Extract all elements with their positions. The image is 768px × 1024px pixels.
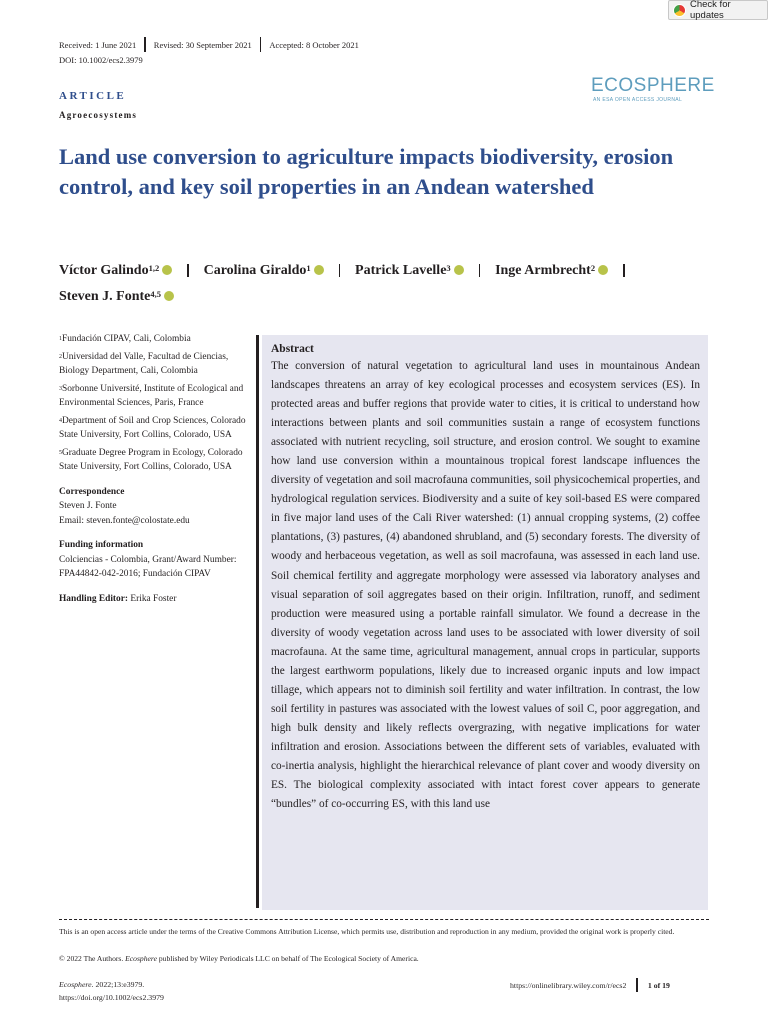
citation-volume: 2022;13:e3979. [93, 980, 145, 989]
author-name: Carolina Giraldo [203, 263, 307, 278]
affiliation-number: 5 [59, 449, 62, 456]
divider [187, 264, 188, 277]
author-affiliation-ref: 3 [446, 263, 451, 273]
citation-journal: Ecosphere. [59, 980, 94, 989]
orcid-icon[interactable] [162, 265, 172, 275]
author-affiliation-ref: 2 [590, 263, 596, 273]
author-affiliation-ref: 1 [306, 263, 311, 273]
article-section: Agroecosystems [59, 110, 138, 120]
affiliation-number: 2 [59, 353, 62, 360]
affiliation [59, 332, 249, 347]
history-dates [59, 37, 367, 52]
article-info-column [59, 332, 249, 606]
divider [339, 264, 340, 277]
crossmark-icon [673, 4, 686, 17]
author[interactable] [59, 289, 174, 304]
author-name: Patrick Lavelle [355, 263, 447, 278]
author-name: Inge Armbrecht [495, 263, 591, 278]
correspondence-heading: Correspondence [59, 486, 125, 497]
author-affiliation-ref: 1,2 [148, 263, 160, 273]
orcid-icon[interactable] [454, 265, 464, 275]
funding-text: Colciencias - Colombia, Grant/Award Number: FPA44842-042-2016; Fundación CIPAV [59, 554, 237, 579]
citation [59, 978, 164, 1004]
author-name: Víctor Galindo [59, 263, 149, 278]
article-type: ARTICLE [59, 90, 127, 102]
check-for-updates-label: Check for updates [689, 0, 731, 21]
author-name: Steven J. Fonte [59, 289, 151, 304]
journal-url-link[interactable]: https://onlinelibrary.wiley.com/r/ecs2 [510, 980, 627, 990]
copyright-statement [59, 953, 709, 965]
author[interactable] [59, 263, 172, 278]
received-date: Received: 1 June 2021 [59, 39, 137, 50]
doi-link[interactable]: https://doi.org/10.1002/ecs2.3979 [59, 993, 164, 1002]
author[interactable] [204, 263, 324, 278]
doi: DOI: 10.1002/ecs2.3979 [59, 55, 143, 65]
affiliation-text: Graduate Degree Program in Ecology, Colorado State University, Fort Collins, Colorado, USA [59, 447, 243, 472]
abstract-body: The conversion of natural vegetation to agricultural land uses in mountainous Andean landscapes threatens an array of key ecological processes and ecosystem services (ES). In protected areas and buffer regions that provide water to cities, it is critical to understand how interactions between plants and soil communities sustain a range of ecosystem functions associated with nutrient recycling, soil structure, and erosion control. We sought to examine how land use conversion within a mountainous tropical forest landscape influences the diversity of vegetation and soil macrofauna communities, soil physicochemical properties, and hydrological regulation services. Biodiversity and a suite of key soil-based ES were compared in five major land uses of the Cali River watershed: (1) annual cropping systems, (2) coffee plantations, (3) pastures, (4) abandoned shrubland, and (5) secondary forests. The diversity of woody and herbaceous vegetation, as well as soil macrofauna, was assessed in each land use. Soil chemical fertility and aggregate morphology were assessed via laboratory analyses and visual separation of soil aggregates based on their origin. Infiltration, runoff, and sediment production were measured using a portable rainfall simulator. We found a decrease in the diversity of woody vegetation across land uses to be associated with lower diversity of soil macrofauna. At the same time, agricultural management, annual crops in particular, supports the largest earthworm populations, likely due to increased organic inputs and low impact tillage, which appears not to diminish soil fertility and water infiltration. In contrast, the low soil fertility in pastures was associated with the lowest values of soil C, poor aggregation, and high bulk density and likely reflects overgrazing, with negative implications for water infiltration and erosion. Associations between the different sets of variables, evaluated with co-inertia analysis, highlight the hierarchical relevance of plant cover and woody diversity on ES. The biological complexity associated with intact forest cover appears to generate “bundles” of co-occurring ES, with this land use [271, 360, 700, 811]
accepted-date: Accepted: 8 October 2021 [269, 39, 359, 50]
affiliation-number: 3 [59, 385, 62, 392]
funding-heading: Funding information [59, 540, 144, 550]
page-number: 1 of 19 [647, 980, 670, 990]
affiliation [59, 382, 249, 411]
revised-date: Revised: 30 September 2021 [153, 39, 252, 50]
footer-divider [59, 919, 709, 920]
affiliation-number: 1 [59, 336, 62, 342]
divider [479, 264, 480, 277]
author-list [59, 258, 719, 310]
orcid-icon[interactable] [164, 291, 174, 301]
orcid-icon[interactable] [314, 265, 324, 275]
license-statement: This is an open access article under the terms of the Creative Commons Attribution License, which permits use, distribution and reproduction in any medium, provided the original work is properly cited. [59, 927, 675, 936]
affiliation [59, 414, 249, 443]
abstract-heading: Abstract [271, 343, 314, 355]
copyright-text: published by Wiley Periodicals LLC on behalf of The Ecological Society of America. [156, 954, 419, 963]
author-affiliation-ref: 4,5 [150, 289, 162, 299]
author[interactable] [355, 263, 464, 278]
correspondence-email[interactable]: Email: steven.fonte@colostate.edu [59, 515, 190, 526]
footer-right [510, 978, 670, 992]
affiliation [59, 446, 249, 475]
journal-logo: ECOSPHERE [591, 75, 715, 96]
handling-editor-name: Erika Foster [130, 593, 177, 604]
affiliation [59, 350, 249, 379]
orcid-icon[interactable] [598, 265, 608, 275]
copyright-journal: Ecosphere [125, 954, 157, 963]
affiliation-text: Sorbonne Université, Institute of Ecological and Environmental Sciences, Paris, France [59, 383, 244, 408]
divider [623, 264, 624, 277]
affiliation-text: Fundación CIPAV, Cali, Colombia [62, 334, 191, 344]
check-for-updates-button[interactable] [668, 0, 768, 20]
handling-editor-label: Handling Editor: [59, 593, 129, 604]
author[interactable] [495, 263, 608, 278]
affiliation-text: Department of Soil and Crop Sciences, Colorado State University, Fort Collins, Colorado, USA [59, 415, 246, 440]
affiliation-number: 4 [59, 417, 62, 424]
journal-tagline: AN ESA OPEN ACCESS JOURNAL [593, 97, 683, 103]
divider [636, 978, 638, 992]
article-title: Land use conversion to agriculture impacts biodiversity, erosion control, and key soil properties in an Andean watershed [59, 144, 674, 199]
handling-editor [59, 592, 249, 607]
affiliation-text: Universidad del Valle, Facultad de Ciencias, Biology Department, Cali, Colombia [59, 351, 229, 376]
column-divider [256, 335, 259, 908]
abstract-box [262, 335, 708, 910]
correspondence-name: Steven J. Fonte [59, 501, 117, 511]
copyright-text: © 2022 The Authors. [59, 954, 126, 963]
